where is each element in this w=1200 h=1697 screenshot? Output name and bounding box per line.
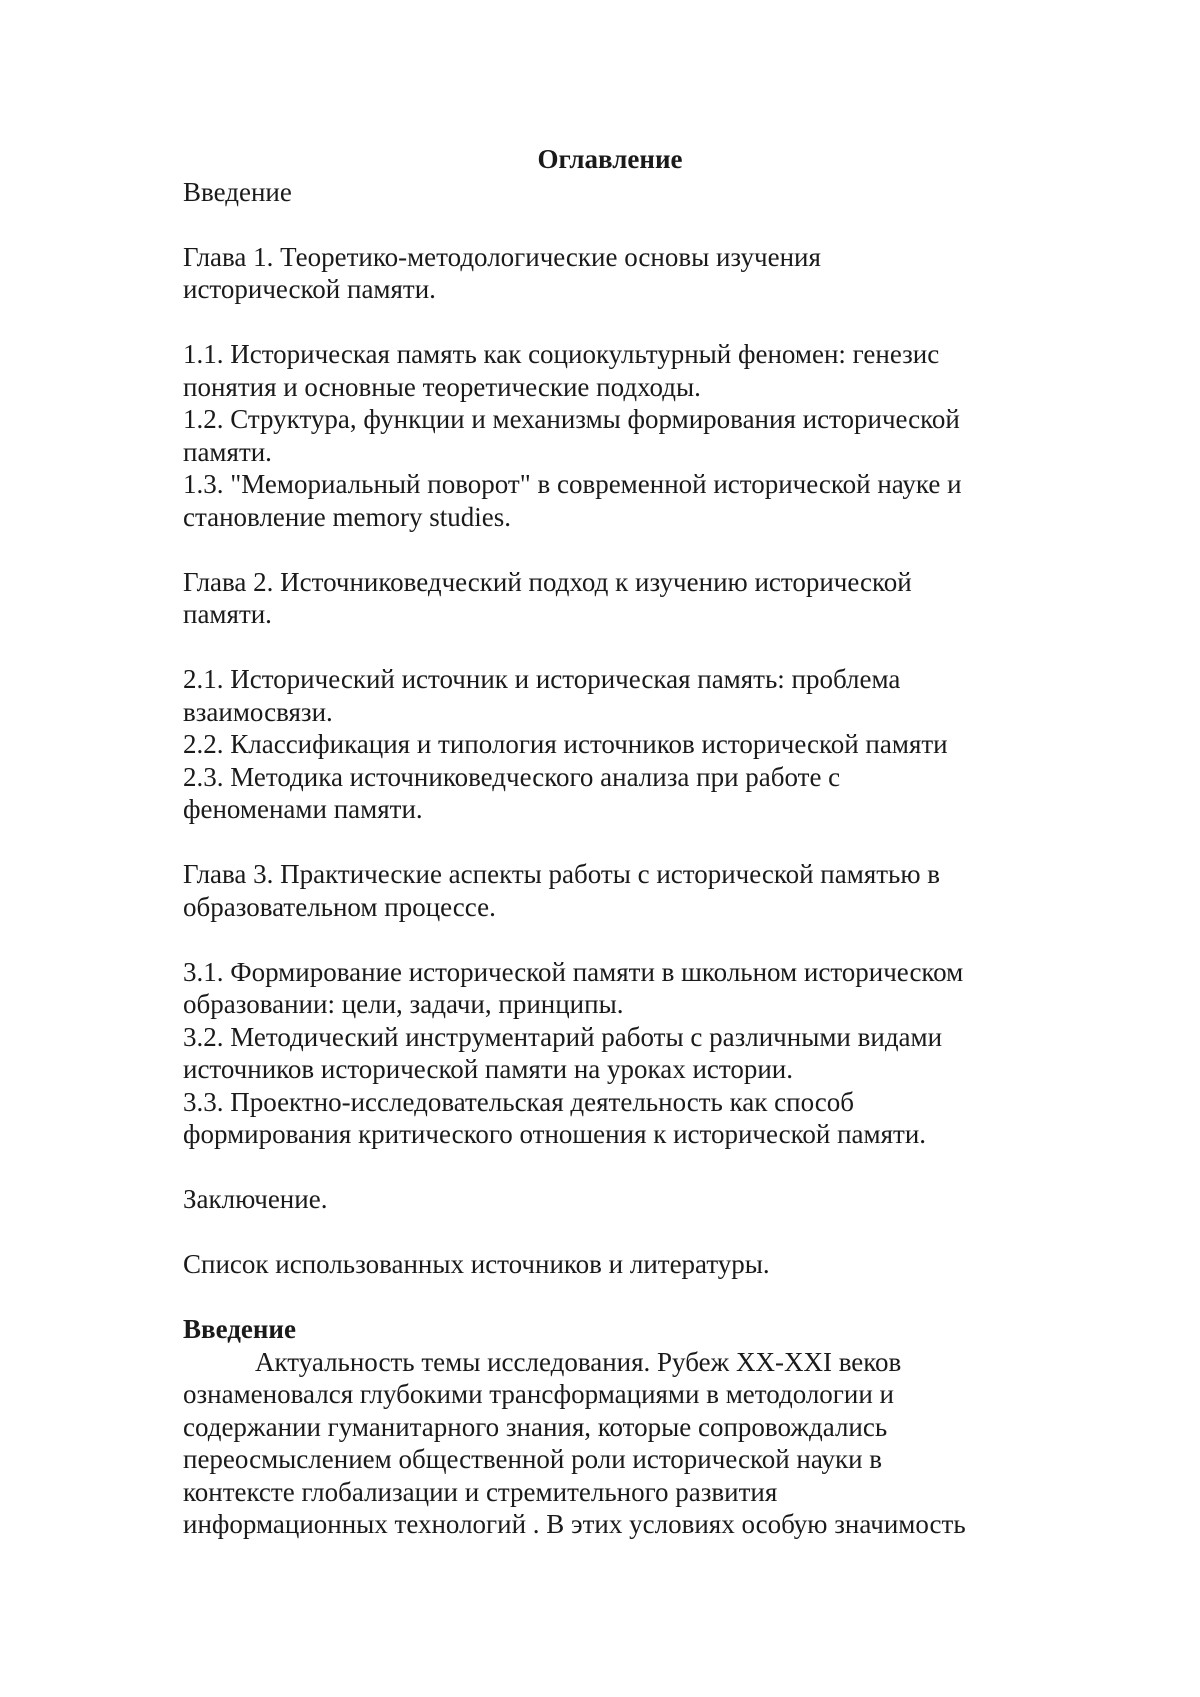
intro-paragraph-line [183,1346,1033,1379]
intro-paragraph-line: ознаменовался глубокими трансформациями в методологии и [183,1379,894,1409]
toc-item-1-2-cont: памяти. [183,436,272,467]
toc-item-2-1: 2.1. Исторический источник и историческая память: проблема [183,664,901,694]
toc-item-2-2: 2.2. Классификация и типология источников исторической памяти [183,729,948,759]
toc-item-2-3: 2.3. Методика источниковедческого анализа при работе с [183,761,841,792]
toc-item-chapter-1: Глава 1. Теоретико-методологические основы изучения [183,241,821,272]
toc-item-3-2: 3.2. Методический инструментарий работы с различными видами [183,1021,943,1052]
toc-item-3-1: 3.1. Формирование исторической памяти в школьном историческом [183,956,964,987]
toc-item-3-3-cont: формирования критического отношения к исторической памяти. [183,1119,927,1149]
spacer [183,1151,1033,1184]
intro-paragraph-line: содержании гуманитарного знания, которые сопровождались [183,1411,888,1442]
toc-item-chapter-3: Глава 3. Практические аспекты работы с исторической памятью в [183,859,941,889]
intro-paragraph-line: переосмыслением общественной роли исторической науки в [183,1444,883,1474]
toc-item-chapter-2-cont: памяти. [183,599,272,629]
document-page [183,143,1033,1541]
toc-item-1-1: 1.1. Историческая память как социокультурный феномен: генезис [183,339,940,369]
spacer [183,306,1033,339]
spacer [183,533,1033,566]
toc-item-1-3-cont: становление memory studies. [183,501,512,532]
toc-item-3-2-cont: источников исторической памяти на уроках истории. [183,1054,793,1084]
toc-item-1-3: 1.3. "Мемориальный поворот" в современной исторической науке и [183,469,962,499]
toc-item-chapter-3-cont: образовательном процессе. [183,891,496,922]
spacer [183,631,1033,664]
toc-item-intro: Введение [183,176,292,207]
toc-item-2-3-cont: феноменами памяти. [183,794,423,824]
spacer [183,923,1033,956]
toc-item-conclusion: Заключение. [183,1184,328,1214]
toc-item-1-1-cont: понятия и основные теоретические подходы. [183,371,701,402]
toc-item-3-1-cont: образовании: цели, задачи, принципы. [183,989,624,1019]
spacer [183,1281,1033,1314]
spacer [183,1216,1033,1249]
intro-paragraph-line: информационных технологий . В этих условиях особую значимость [183,1509,966,1539]
spacer [183,208,1033,241]
toc-title: Оглавление [537,144,683,174]
toc-item-2-1-cont: взаимосвязи. [183,696,333,727]
toc-item-chapter-2: Глава 2. Источниковедческий подход к изучению исторической [183,566,912,597]
toc-item-chapter-1-cont: исторической памяти. [183,274,436,304]
toc-item-3-3: 3.3. Проектно-исследовательская деятельность как способ [183,1086,854,1117]
intro-heading: Введение [183,1314,296,1344]
toc-item-references: Список использованных источников и литературы. [183,1249,770,1279]
toc-item-1-2: 1.2. Структура, функции и механизмы формирования исторической [183,404,960,434]
intro-text-1: Актуальность темы исследования. Рубеж XX-XXI веков [255,1346,902,1377]
intro-paragraph-line: контексте глобализации и стремительного развития [183,1476,778,1507]
spacer [183,826,1033,859]
